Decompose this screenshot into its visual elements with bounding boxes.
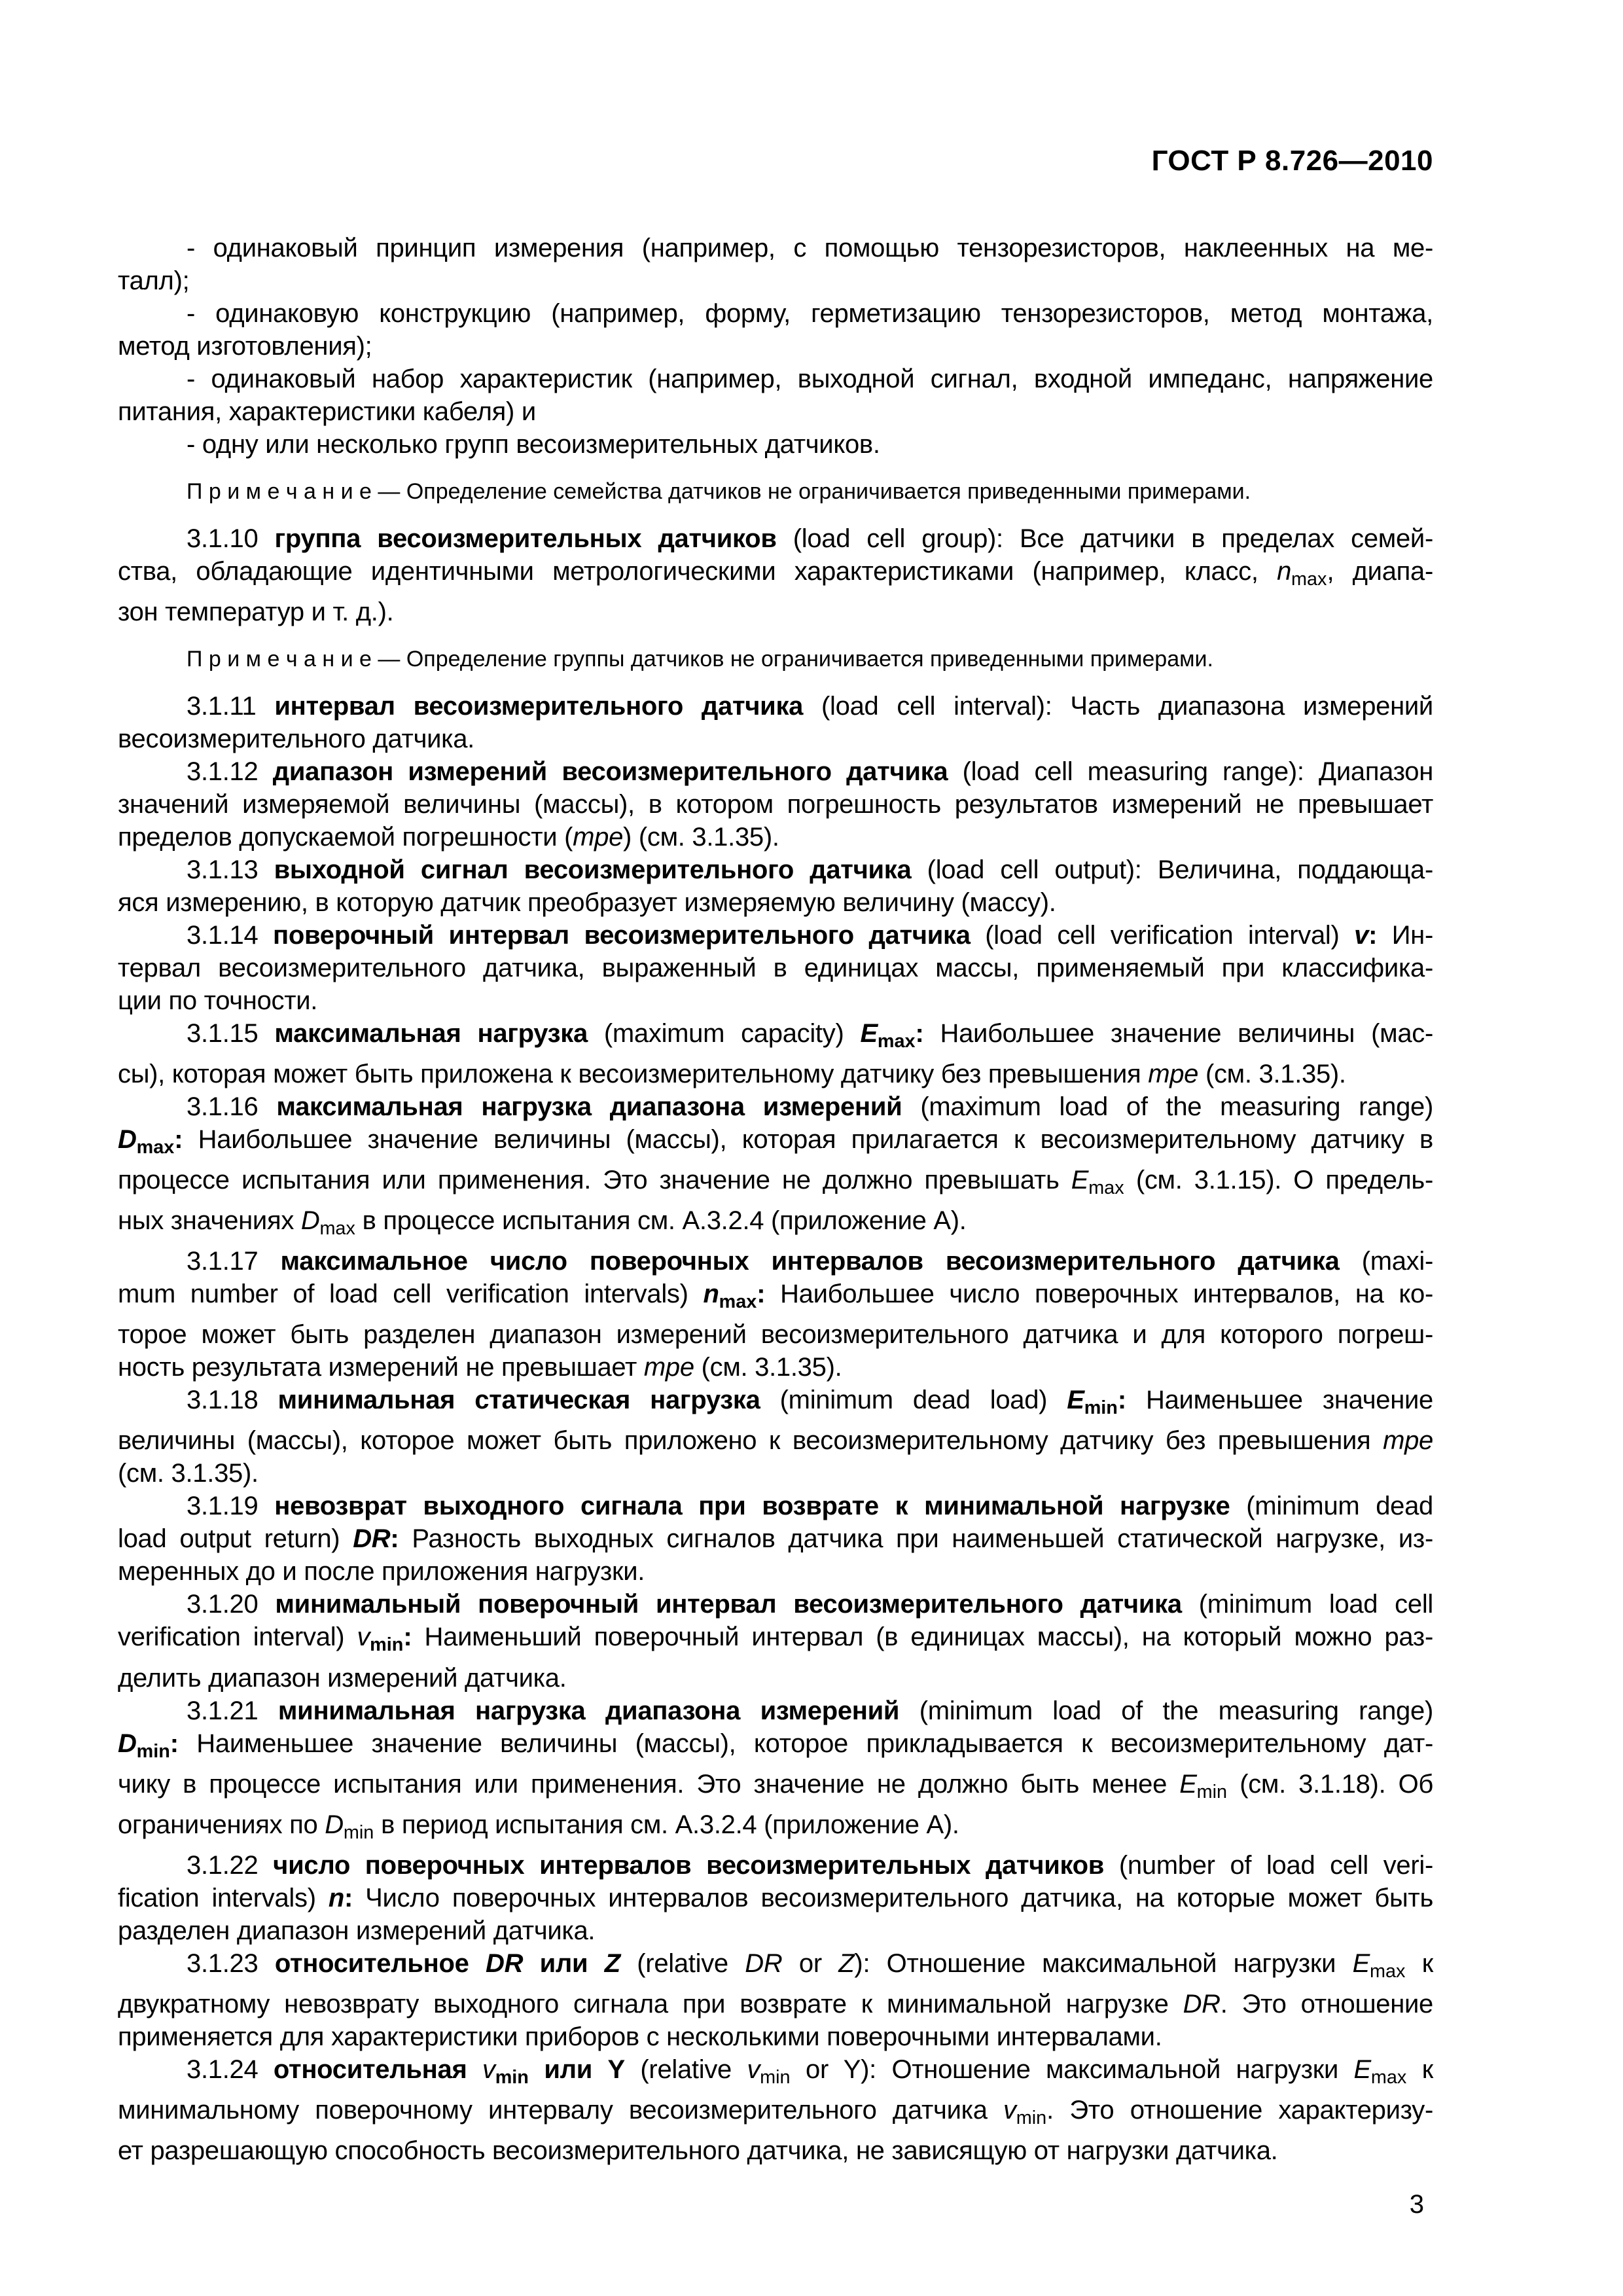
- text-run: ет разрешающую способность весоизмерительного датчика, не зависящую от нагрузки датчика.: [118, 2136, 1278, 2165]
- text-run: (relative: [620, 1948, 745, 1978]
- text-run: ства, обладающие идентичными метрологическими характеристиками (например, класс,: [118, 557, 1277, 586]
- text-run: DR: [485, 1948, 524, 1978]
- text-run: диапазон измерений весоизмерительного датчика: [272, 757, 948, 787]
- text-run: min: [1084, 1397, 1118, 1419]
- text-line: [118, 1123, 1433, 1164]
- text-run: поверочный интервал весоизмерительного датчика: [273, 921, 971, 950]
- text-run: E: [1071, 1166, 1089, 1195]
- text-run: процессе испытания или применения. Это значение не должно превышать: [118, 1166, 1071, 1195]
- text-run: (maxi-: [1339, 1247, 1433, 1276]
- text-line: [118, 1768, 1433, 1808]
- text-line: [118, 984, 1433, 1017]
- list-item-paragraph: [118, 297, 1433, 363]
- text-run: E: [1352, 1948, 1370, 1978]
- term-paragraph: [118, 1490, 1433, 1588]
- text-line: [118, 1058, 1433, 1090]
- text-run: :: [1117, 1386, 1126, 1415]
- text-run: mpe: [643, 1353, 694, 1382]
- text-line: [118, 395, 1433, 428]
- text-run: Число поверочных интервалов весоизмерительного датчика, на которые может быть: [353, 1883, 1433, 1912]
- text-run: Наименьшее значение величины (массы), которое прикладывается к весоизмерительному дат-: [178, 1729, 1433, 1758]
- text-line: [118, 297, 1433, 330]
- text-run: (см. 3.1.18). Об: [1227, 1769, 1434, 1799]
- text-run: :: [1368, 921, 1378, 950]
- text-run: делить диапазон измерений датчика.: [118, 1663, 567, 1693]
- list-item-paragraph: [118, 363, 1433, 428]
- text-run: или Y: [528, 2054, 625, 2084]
- text-run: :: [390, 1524, 399, 1554]
- term-paragraph: [118, 1695, 1433, 1849]
- text-run: ограничениях по: [118, 1810, 325, 1839]
- text-run: к: [1405, 1948, 1433, 1978]
- text-line: [118, 1164, 1433, 1204]
- document-code: ГОСТ Р 8.726—2010: [1151, 145, 1433, 177]
- text-run: min: [1196, 1781, 1228, 1803]
- text-line: [118, 1522, 1433, 1555]
- text-run: v: [1003, 2095, 1016, 2125]
- text-run: DR: [1183, 1989, 1221, 2018]
- text-run: (см. 3.1.35).: [694, 1353, 842, 1382]
- text-line: [118, 596, 1433, 628]
- text-run: ность результата измерений не превышает: [118, 1353, 644, 1382]
- text-run: П р и м е ч а н и е — Определение группы датчиков не ограничивается приведенными примерами.: [187, 647, 1213, 672]
- text-line: [118, 1245, 1433, 1278]
- text-run: (см. 3.1.35).: [118, 1459, 259, 1488]
- text-line: [118, 690, 1433, 723]
- text-line: [118, 1988, 1433, 2020]
- text-run: ): Отношение максимальной нагрузки: [854, 1948, 1353, 1978]
- text-run: 3.1.23: [187, 1948, 275, 1978]
- text-run: D: [118, 1729, 137, 1758]
- text-line: [118, 363, 1433, 395]
- text-run: Z: [838, 1948, 855, 1978]
- text-run: max: [1369, 1960, 1406, 1982]
- text-run: min: [343, 1821, 374, 1843]
- text-line: [118, 919, 1433, 952]
- text-run: n: [1277, 557, 1292, 586]
- term-paragraph: [118, 690, 1433, 755]
- text-run: - одинаковый набор характеристик (например, выходной сигнал, входной импеданс, напряжение: [187, 365, 1433, 393]
- text-run: max: [719, 1291, 757, 1313]
- text-run: (load cell verification interval): [970, 921, 1355, 950]
- term-paragraph: [118, 1947, 1433, 2053]
- text-line: [118, 2053, 1433, 2094]
- text-run: Z: [604, 1948, 620, 1978]
- text-run: 3.1.22: [187, 1850, 274, 1880]
- text-line: [118, 886, 1433, 919]
- term-paragraph: [118, 1090, 1433, 1245]
- text-run: :: [174, 1125, 183, 1155]
- term-paragraph: [118, 522, 1433, 628]
- text-line: [118, 478, 1433, 505]
- text-line: [118, 522, 1433, 555]
- text-line: [118, 1621, 1433, 1661]
- text-run: П р и м е ч а н и е — Определение семейства датчиков не ограничивается приведенными примерами.: [187, 479, 1251, 504]
- text-run: min: [495, 2066, 529, 2088]
- text-line: [118, 1351, 1433, 1384]
- text-line: [118, 755, 1433, 788]
- text-line: [118, 1384, 1433, 1424]
- text-line: [118, 1424, 1433, 1457]
- text-run: mum number of load cell verification intervals): [118, 1280, 704, 1309]
- text-run: Наибольшее значение величины (массы), которая прилагается к весоизмерительному датчику в: [183, 1125, 1433, 1155]
- text-line: [118, 1278, 1433, 1318]
- text-run: Наибольшее число поверочных интервалов, на ко-: [765, 1280, 1433, 1309]
- text-run: 3.1.13: [187, 855, 274, 885]
- text-line: [118, 428, 1433, 461]
- text-run: (minimum load of the measuring range): [899, 1696, 1433, 1725]
- text-run: торое может быть разделен диапазон измерений весоизмерительного датчика и для которого погреш-: [118, 1320, 1433, 1350]
- text-run: D: [300, 1206, 320, 1236]
- text-run: load output return): [118, 1524, 353, 1554]
- text-line: [118, 1555, 1433, 1588]
- text-run: минимальный поверочный интервал весоизмерительного датчика: [275, 1590, 1182, 1619]
- text-run: D: [325, 1810, 344, 1839]
- list-item-paragraph: [118, 428, 1433, 461]
- term-paragraph: [118, 2053, 1433, 2167]
- text-run: интервал весоизмерительного датчика: [274, 692, 804, 721]
- text-run: (load cell interval): Часть диапазона измерений: [803, 692, 1433, 721]
- text-run: минимальная нагрузка диапазона измерений: [277, 1696, 900, 1725]
- text-line: [118, 1457, 1433, 1490]
- text-run: чику в процессе испытания или применения. Это значение не должно быть менее: [118, 1769, 1180, 1799]
- text-run: разделен диапазон измерений датчика.: [118, 1916, 596, 1945]
- document-body: [118, 232, 1433, 2167]
- text-run: , диапа-: [1327, 557, 1433, 586]
- text-line: [118, 1695, 1433, 1727]
- text-run: DR: [745, 1948, 783, 1978]
- text-run: 3.1.21: [187, 1696, 278, 1725]
- term-paragraph: [118, 755, 1433, 853]
- text-line: [118, 1849, 1433, 1882]
- page-number: 3: [1409, 2189, 1424, 2219]
- text-run: 3.1.20: [187, 1590, 276, 1619]
- text-run: относительная: [273, 2054, 482, 2084]
- note-paragraph: [118, 478, 1433, 505]
- text-run: (см. 3.1.35).: [1198, 1060, 1346, 1089]
- text-run: 3.1.16: [187, 1092, 277, 1122]
- text-run: (load cell output): Величина, поддающа-: [911, 855, 1433, 885]
- text-line: [118, 788, 1433, 821]
- text-run: 3.1.18: [187, 1386, 278, 1415]
- text-line: [118, 2020, 1433, 2053]
- text-line: [118, 1662, 1433, 1695]
- text-line: [118, 1490, 1433, 1522]
- text-run: минимальному поверочному интервалу весоизмерительного датчика: [118, 2095, 1004, 2125]
- text-run: min: [760, 2066, 791, 2088]
- text-run: max: [1088, 1177, 1124, 1199]
- text-run: max: [1291, 569, 1327, 590]
- text-run: 3.1.14: [187, 921, 274, 950]
- text-run: питания, характеристики кабеля) и: [118, 397, 536, 426]
- text-run: 3.1.11: [187, 692, 275, 721]
- text-run: E: [1067, 1386, 1084, 1415]
- text-line: [118, 1017, 1433, 1058]
- text-run: - одинаковый принцип измерения (например, с помощью тензорезисторов, наклеенных на ме-: [187, 234, 1433, 262]
- text-run: 3.1.15: [187, 1019, 275, 1049]
- text-line: [118, 1318, 1433, 1351]
- text-run: min: [136, 1740, 170, 1762]
- text-run: v: [482, 2054, 495, 2084]
- term-paragraph: [118, 1017, 1433, 1090]
- text-run: E: [860, 1019, 878, 1049]
- text-run: весоизмерительного датчика.: [118, 725, 474, 754]
- text-run: max: [1370, 2066, 1407, 2088]
- text-run: max: [136, 1137, 175, 1158]
- text-run: D: [118, 1125, 137, 1155]
- text-run: (number of load cell veri-: [1104, 1850, 1433, 1880]
- text-run: or: [782, 1948, 839, 1978]
- text-run: 3.1.17: [187, 1247, 281, 1276]
- text-run: Ин-: [1377, 921, 1433, 950]
- text-run: - одинаковую конструкцию (например, форму, герметизацию тензорезисторов, метод монтажа,: [187, 299, 1433, 328]
- text-run: min: [1016, 2107, 1047, 2128]
- text-run: (relative: [624, 2054, 747, 2084]
- term-paragraph: [118, 1384, 1433, 1490]
- text-run: Наименьшее значение: [1126, 1386, 1433, 1415]
- text-line: [118, 555, 1433, 596]
- text-run: (maximum capacity): [587, 1019, 861, 1049]
- text-run: максимальное число поверочных интервалов весоизмерительного датчика: [280, 1247, 1340, 1276]
- text-run: (minimum load cell: [1181, 1590, 1433, 1619]
- text-run: ных значениях: [118, 1206, 301, 1236]
- text-run: выходной сигнал весоизмерительного датчика: [274, 855, 912, 885]
- text-run: в период испытания см. А.3.2.4 (приложение А).: [374, 1810, 959, 1839]
- text-line: [118, 330, 1433, 363]
- term-paragraph: [118, 1588, 1433, 1694]
- term-paragraph: [118, 1245, 1433, 1384]
- text-run: mpe: [573, 823, 624, 852]
- text-run: fication intervals): [118, 1883, 329, 1912]
- text-run: яся измерению, в которую датчик преобразует измеряемую величину (массу).: [118, 888, 1056, 918]
- text-line: [118, 952, 1433, 984]
- text-run: v: [357, 1623, 370, 1652]
- text-line: [118, 1204, 1433, 1245]
- text-run: min: [370, 1634, 404, 1656]
- text-line: [118, 1947, 1433, 1988]
- text-run: метод изготовления);: [118, 332, 372, 361]
- text-line: [118, 1808, 1433, 1849]
- text-run: . Это отношение характеризу-: [1046, 2095, 1433, 2125]
- text-run: verification interval): [118, 1623, 357, 1652]
- text-run: (load cell measuring range): Диапазон: [948, 757, 1434, 787]
- text-run: двукратному невозврату выходного сигнала при возврате к минимальной нагрузке: [118, 1989, 1183, 2018]
- text-run: 3.1.19: [187, 1492, 275, 1521]
- text-run: or Y): Отношение максимальной нагрузки: [790, 2054, 1354, 2084]
- text-run: :: [403, 1623, 412, 1652]
- text-run: значений измеряемой величины (массы), в котором погрешность результатов измерений не превышает: [118, 790, 1433, 819]
- text-run: :: [915, 1019, 924, 1049]
- text-run: невозврат выходного сигнала при возврате к минимальной нагрузке: [274, 1492, 1230, 1521]
- text-line: [118, 264, 1433, 297]
- text-line: [118, 1882, 1433, 1914]
- text-run: (minimum dead: [1230, 1492, 1433, 1521]
- text-run: тервал весоизмерительного датчика, выраженный в единицах массы, применяемый при классифика-: [118, 954, 1433, 983]
- term-paragraph: [118, 919, 1433, 1017]
- text-run: меренных до и после приложения нагрузки.: [118, 1557, 645, 1587]
- text-run: (см. 3.1.15). О предель-: [1124, 1166, 1433, 1195]
- text-line: [118, 1727, 1433, 1768]
- text-run: в процессе испытания см. А.3.2.4 (приложение А).: [355, 1206, 967, 1236]
- text-run: Наименьший поверочный интервал (в единицах массы), на который можно раз-: [412, 1623, 1433, 1652]
- text-run: максимальная нагрузка: [274, 1019, 588, 1049]
- text-run: n: [328, 1883, 344, 1912]
- text-run: число поверочных интервалов весоизмерительных датчиков: [273, 1850, 1105, 1880]
- note-paragraph: [118, 645, 1433, 673]
- text-line: [118, 853, 1433, 886]
- text-run: (load cell group): Все датчики в пределах семей-: [776, 524, 1433, 553]
- term-paragraph: [118, 853, 1433, 919]
- text-run: v: [1354, 921, 1369, 950]
- text-run: применяется для характеристики приборов с несколькими поверочными интервалами.: [118, 2022, 1162, 2051]
- text-line: [118, 1588, 1433, 1621]
- text-line: [118, 645, 1433, 673]
- text-run: max: [877, 1031, 916, 1052]
- text-run: E: [1179, 1769, 1197, 1799]
- text-run: v: [747, 2054, 760, 2084]
- text-line: [118, 2134, 1433, 2167]
- text-run: 3.1.10: [187, 524, 275, 553]
- text-run: минимальная статическая нагрузка: [277, 1386, 760, 1415]
- text-run: максимальная нагрузка диапазона измерений: [276, 1092, 902, 1122]
- text-run: 3.1.12: [187, 757, 273, 787]
- text-run: относительное: [274, 1948, 486, 1978]
- text-line: [118, 232, 1433, 264]
- text-run: 3.1.24: [187, 2054, 274, 2084]
- text-run: DR: [353, 1524, 391, 1554]
- text-run: E: [1353, 2054, 1371, 2084]
- term-paragraph: [118, 1849, 1433, 1947]
- text-run: к: [1406, 2054, 1433, 2084]
- text-run: max: [319, 1218, 355, 1240]
- text-run: ) (см. 3.1.35).: [623, 823, 779, 852]
- text-run: пределов допускаемой погрешности (: [118, 823, 573, 852]
- text-line: [118, 1090, 1433, 1123]
- text-run: ции по точности.: [118, 986, 318, 1016]
- text-run: :: [169, 1729, 179, 1758]
- text-run: или: [523, 1948, 605, 1978]
- text-run: :: [757, 1280, 766, 1309]
- text-line: [118, 821, 1433, 853]
- text-run: группа весоизмерительных датчиков: [274, 524, 777, 553]
- text-line: [118, 1914, 1433, 1947]
- text-run: - одну или несколько групп весоизмерительных датчиков.: [187, 430, 880, 459]
- text-run: :: [344, 1883, 353, 1912]
- text-run: зон температур и т. д.).: [118, 598, 394, 627]
- text-run: Разность выходных сигналов датчика при наименьшей статической нагрузке, из-: [399, 1524, 1433, 1554]
- text-run: талл);: [118, 266, 190, 295]
- text-line: [118, 723, 1433, 755]
- text-line: [118, 2094, 1433, 2134]
- list-item-paragraph: [118, 232, 1433, 297]
- text-run: (minimum dead load): [760, 1386, 1067, 1415]
- text-run: mpe: [1383, 1426, 1433, 1456]
- text-run: (maximum load of the measuring range): [902, 1092, 1433, 1122]
- text-run: . Это отношение: [1220, 1989, 1433, 2018]
- text-run: величины (массы), которое может быть приложено к весоизмерительному датчику без превышения: [118, 1426, 1383, 1456]
- text-run: Наибольшее значение величины (мас-: [923, 1019, 1433, 1049]
- text-run: сы), которая может быть приложена к весоизмерительному датчику без превышения: [118, 1060, 1149, 1089]
- text-run: mpe: [1148, 1060, 1199, 1089]
- text-run: n: [703, 1280, 719, 1309]
